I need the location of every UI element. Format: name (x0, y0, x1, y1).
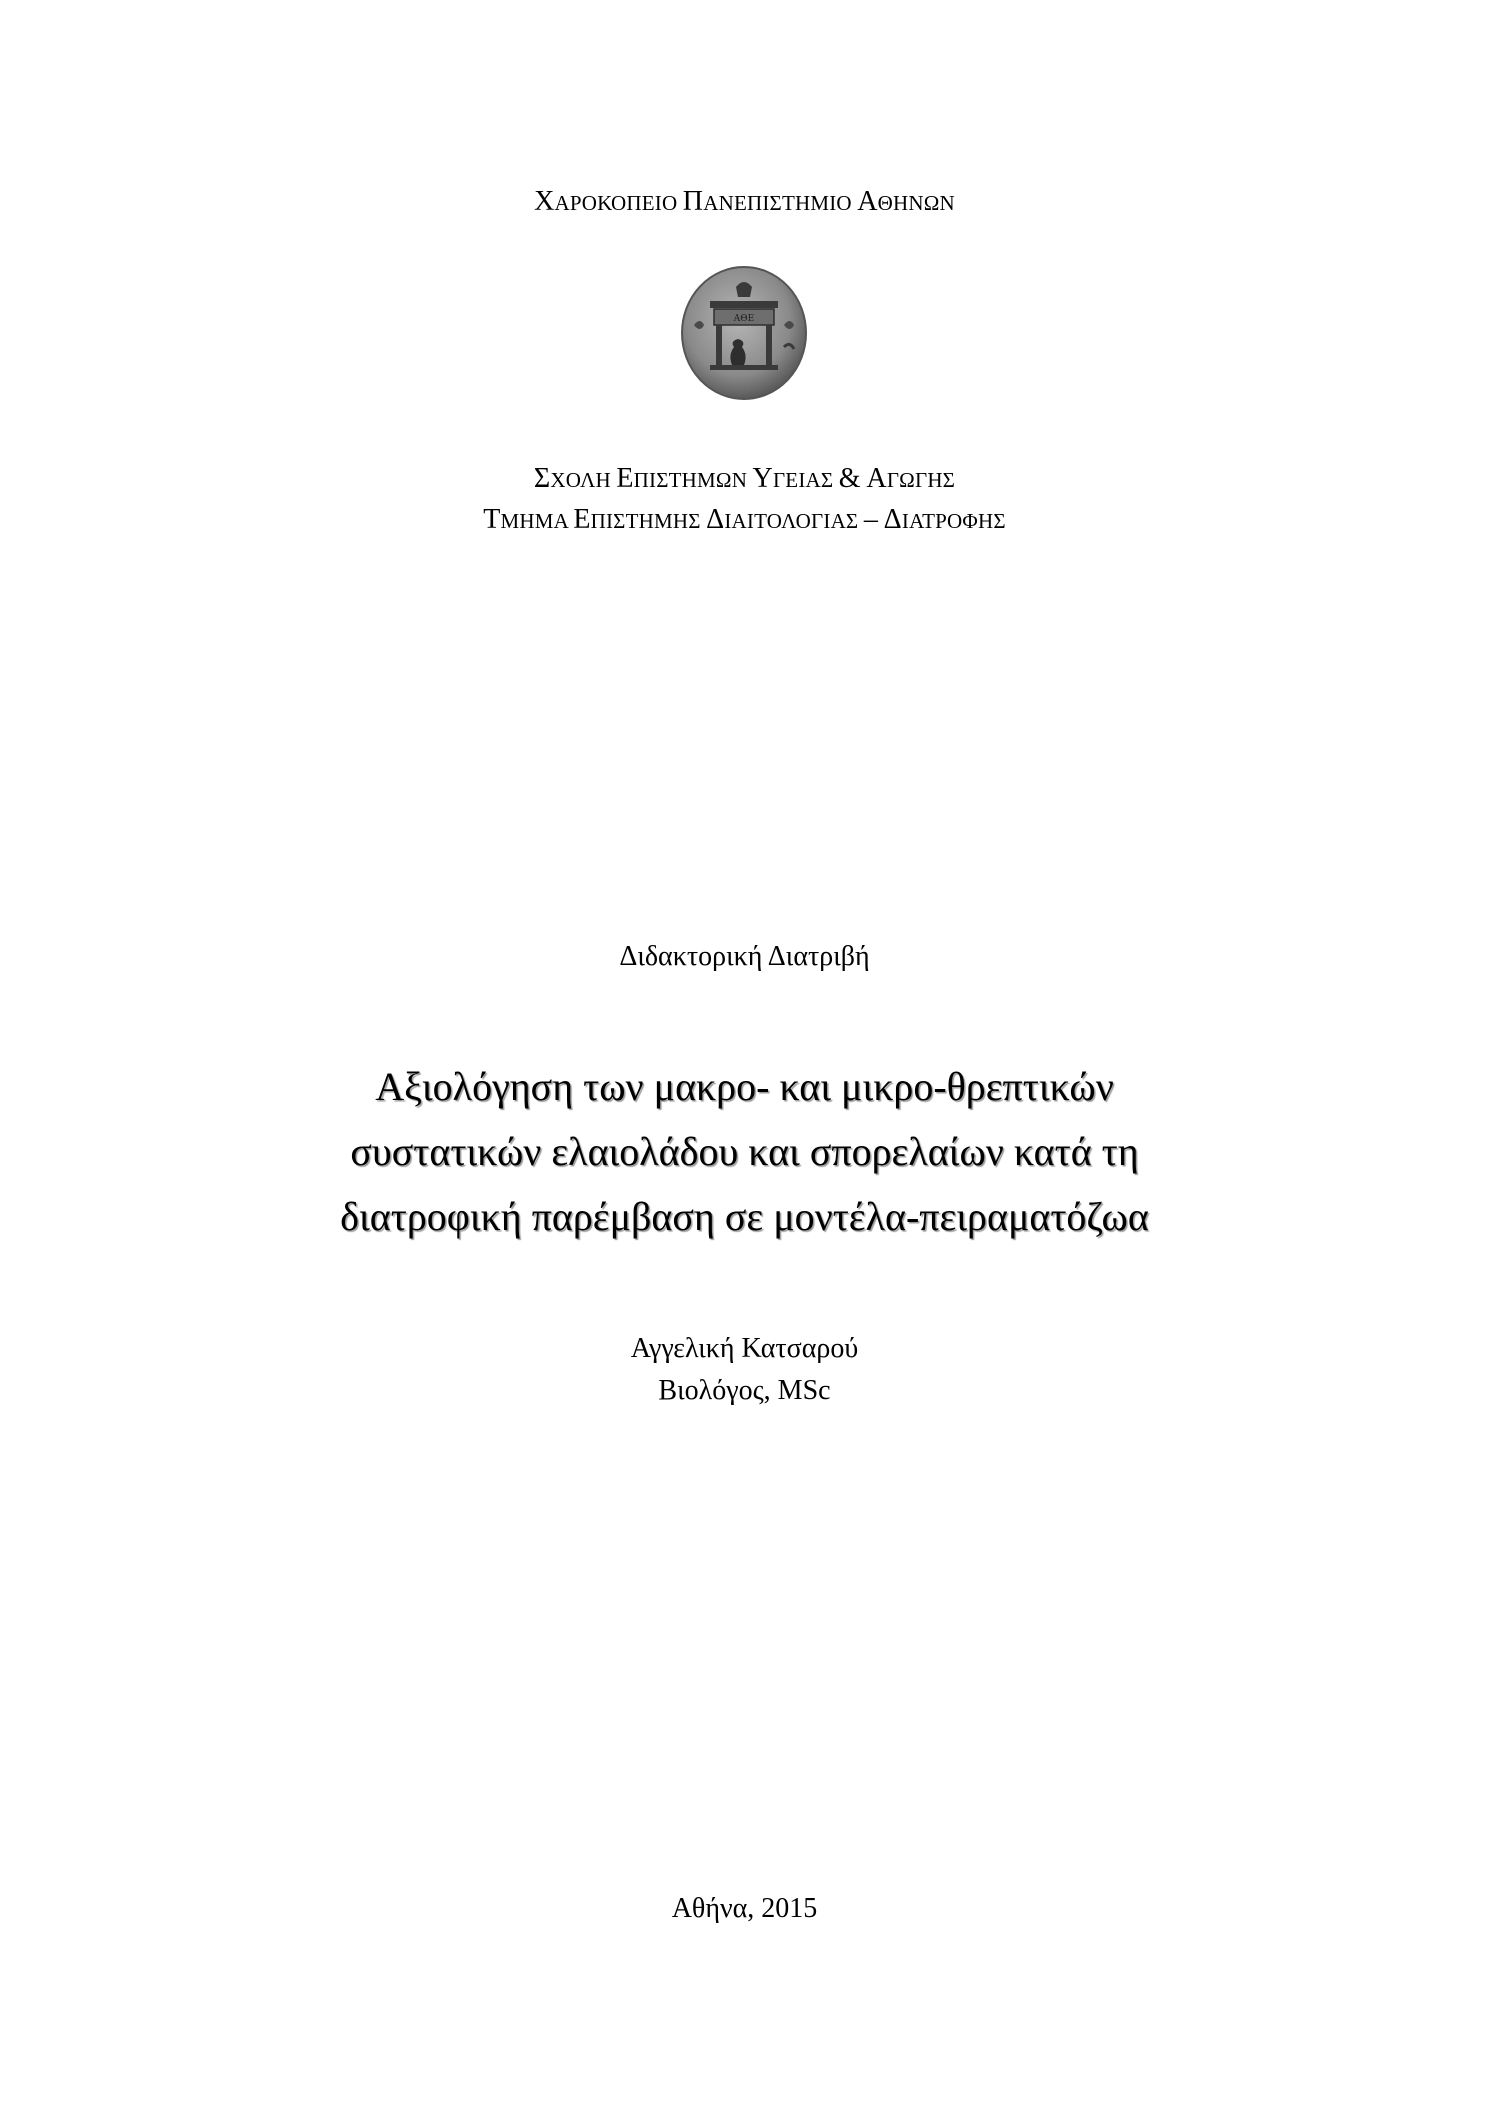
place-and-year: Αθήνα, 2015 (671, 1893, 818, 1924)
author-name: Αγγελική Κατσαρού (630, 1333, 859, 1364)
thesis-title-line: συστατικών ελαιολάδου και σπορελαίων κατά τη (350, 1129, 1139, 1174)
school-word: ΑΓΩΓΗΣ (866, 463, 956, 494)
author-credentials: Βιολόγος, MSc (658, 1375, 831, 1406)
school-word: ΣΧΟΛΗ (533, 463, 617, 494)
school-word: & (838, 463, 867, 494)
thesis-title-line: διατροφική παρέμβαση σε μοντέλα-πειραματόζωα (340, 1194, 1149, 1239)
department-word: – (863, 504, 884, 535)
university-word: ΠΑΝΕΠΙΣΤΗΜΙΟ (682, 186, 858, 217)
department-word: ΤΜΗΜΑ (483, 504, 574, 535)
university-word: ΧΑΡΟΚΟΠΕΙΟ (534, 186, 683, 217)
university-word: ΑΘΗΝΩΝ (857, 186, 955, 217)
school-name (0, 463, 1489, 495)
department-word: ΔΙΑΤΡΟΦΗΣ (883, 504, 1006, 535)
document-type: Διδακτορική Διατριβή (619, 941, 870, 972)
university-name (0, 186, 1489, 218)
university-seal-icon (680, 265, 808, 401)
school-word: ΥΓΕΙΑΣ (752, 463, 839, 494)
department-word: ΕΠΙΣΤΗΜΗΣ (573, 504, 707, 535)
department-name (0, 504, 1489, 536)
thesis-title-line: Αξιολόγηση των μακρο- και μικρο-θρεπτικών (375, 1064, 1114, 1109)
school-word: ΕΠΙΣΤΗΜΩΝ (616, 463, 753, 494)
svg-text:ΑΘΕ: ΑΘΕ (733, 314, 755, 324)
department-word: ΔΙΑΙΤΟΛΟΓΙΑΣ (706, 504, 864, 535)
